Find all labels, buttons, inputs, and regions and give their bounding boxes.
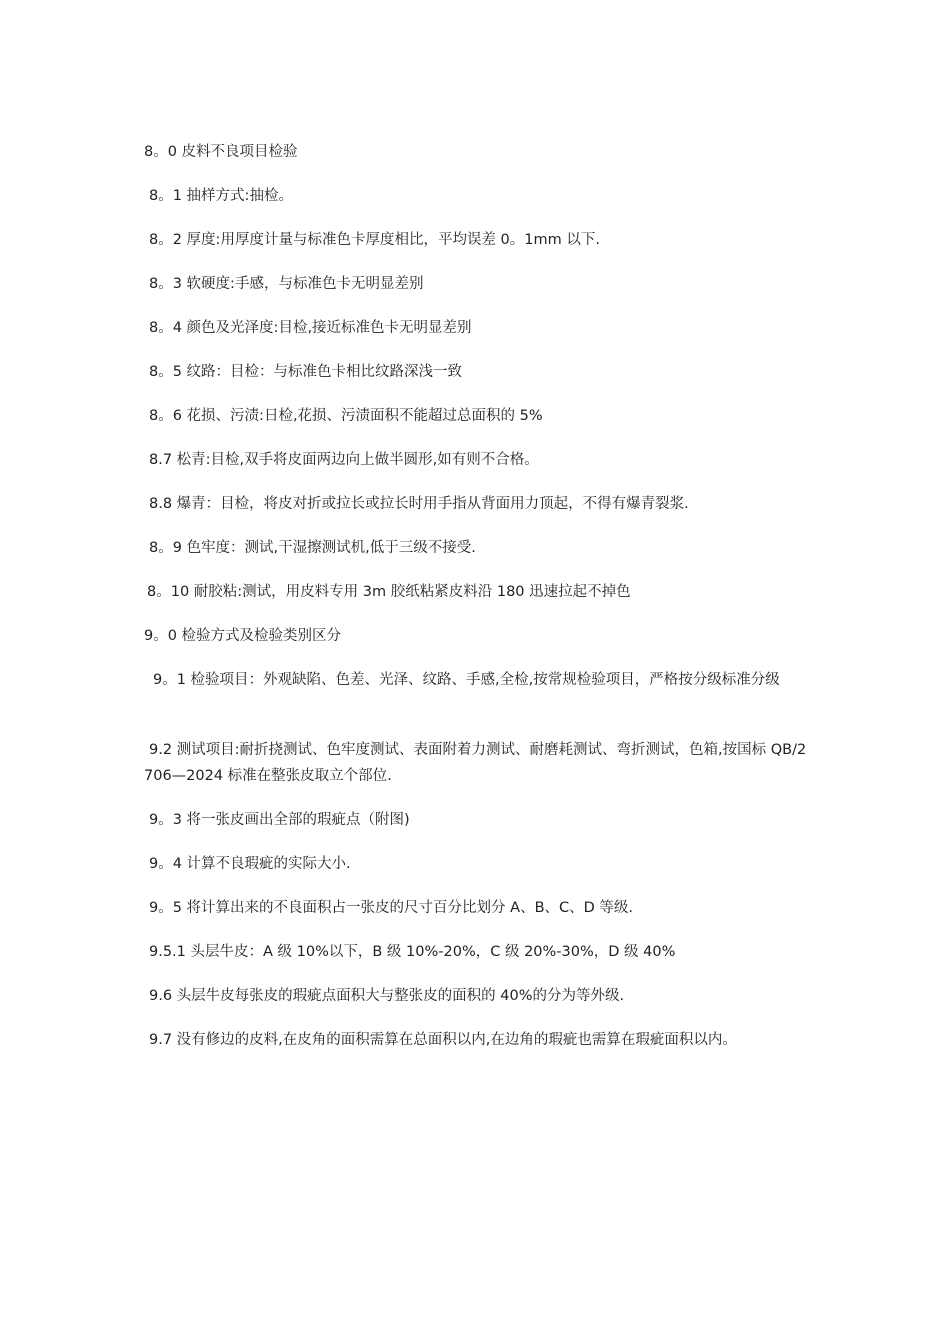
- item-9-7: 9.7 没有修边的皮料,在皮角的面积需算在总面积以内,在边角的瑕疵也需算在瑕疵面积以内。: [149, 1031, 737, 1048]
- item-8-2: 8。2 厚度:用厚度计量与标准色卡厚度相比，平均误差 0。1mm 以下.: [149, 231, 600, 248]
- item-9-3: 9。3 将一张皮画出全部的瑕疵点（附图): [149, 811, 410, 828]
- item-9-5-1: 9.5.1 头层牛皮：A 级 10%以下，B 级 10%-20%，C 级 20%-30%，D 级 40%: [149, 943, 676, 960]
- item-9-6: 9.6 头层牛皮每张皮的瑕疵点面积大与整张皮的面积的 40%的分为等外级.: [149, 987, 625, 1004]
- item-9-2: 9.2 测试项目:耐折挠测试、色牢度测试、表面附着力测试、耐磨耗测试、弯折测试，色箱,按国标 QB/2706—2024 标准在整张皮取立个部位.: [144, 741, 807, 784]
- item-9-4: 9。4 计算不良瑕疵的实际大小.: [149, 855, 351, 872]
- item-8-3: 8。3 软硬度:手感，与标准色卡无明显差别: [149, 275, 424, 292]
- item-8-7: 8.7 松青:目检,双手将皮面两边向上做半圆形,如有则不合格。: [149, 451, 539, 468]
- item-8-4: 8。4 颜色及光泽度:目检,接近标准色卡无明显差别: [149, 319, 472, 336]
- item-8-8: 8.8 爆青：目检，将皮对折或拉长或拉长时用手指从背面用力顶起，不得有爆青裂浆.: [149, 495, 689, 512]
- heading-8-0: 8。0 皮料不良项目检验: [144, 143, 298, 160]
- heading-9-0: 9。0 检验方式及检验类别区分: [144, 627, 342, 644]
- item-9-1: 9。1 检验项目：外观缺陷、色差、光泽、纹路、手感,全检,按常规检验项目，严格按分级标准分级: [153, 671, 780, 688]
- item-8-1: 8。1 抽样方式:抽检。: [149, 187, 293, 204]
- item-9-5: 9。5 将计算出来的不良面积占一张皮的尺寸百分比划分 A、B、C、D 等级.: [149, 899, 634, 916]
- item-8-10: 8。10 耐胶粘:测试，用皮料专用 3m 胶纸粘紧皮料沿 180 迅速拉起不掉色: [147, 583, 631, 600]
- item-8-6: 8。6 花损、污渍:日检,花损、污渍面积不能超过总面积的 5%: [149, 407, 543, 424]
- item-8-9: 8。9 色牢度：测试,干湿擦测试机,低于三级不接受.: [149, 539, 476, 556]
- item-8-5: 8。5 纹路：目检：与标准色卡相比纹路深浅一致: [149, 363, 463, 380]
